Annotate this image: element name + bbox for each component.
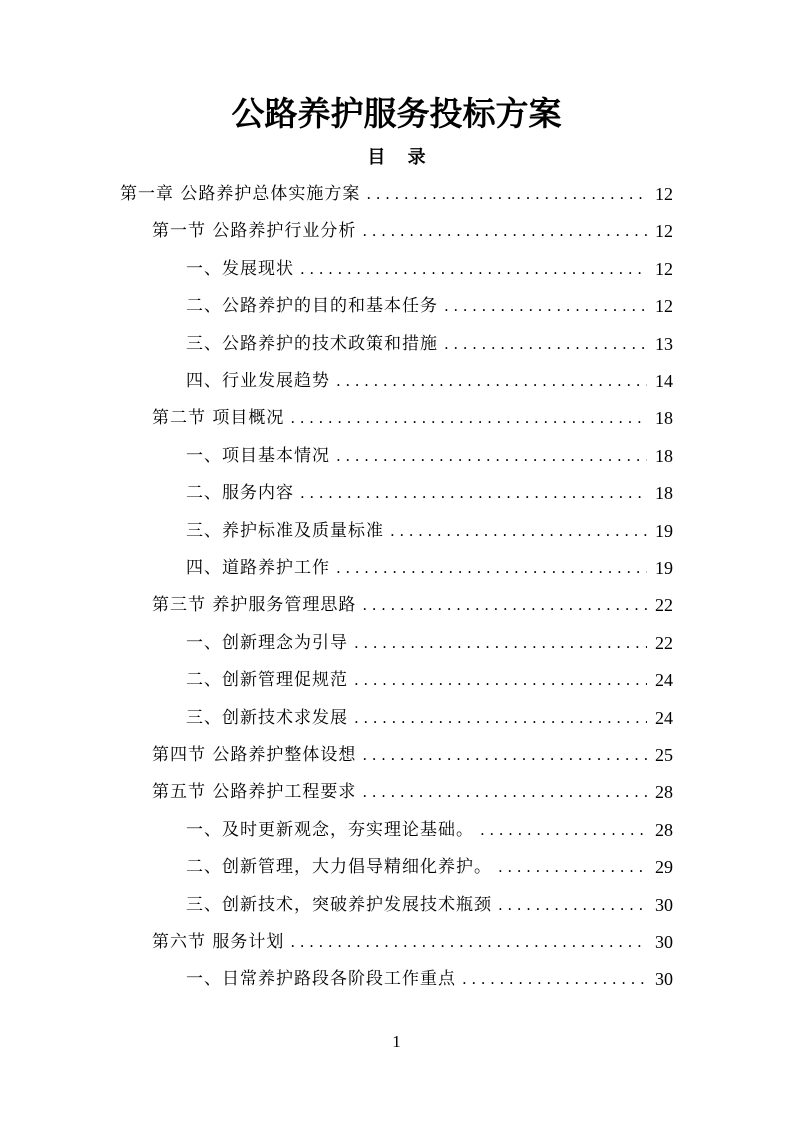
toc-dot-leader [362,587,647,624]
toc-entry-page: 28 [655,819,673,840]
toc-dot-leader [444,288,647,325]
page-number: 1 [392,1032,401,1051]
toc-entry-page: 24 [655,707,673,728]
toc-entry[interactable] [152,400,673,437]
toc-entry-page: 30 [655,969,673,990]
toc-entry-label: 一、项目基本情况 [186,445,330,466]
toc-entry-page: 22 [655,632,673,653]
toc-entry[interactable] [120,176,673,213]
toc-dot-leader [390,513,647,550]
toc-entry-label: 第六节 服务计划 [152,932,285,952]
toc-entry-page: 19 [655,520,673,541]
toc-entry[interactable] [152,737,673,774]
toc-entry[interactable] [186,363,673,400]
toc-dot-leader [354,662,647,699]
toc-entry[interactable] [186,288,673,325]
toc-dot-leader [480,812,647,849]
toc-entry-page: 18 [655,408,673,429]
toc-entry[interactable] [186,438,673,475]
toc-entry-page: 12 [655,258,673,279]
toc-entry[interactable] [186,961,673,998]
toc-entry[interactable] [152,774,673,811]
toc-dot-leader [366,176,647,213]
toc-entry-label: 一、发展现状 [186,258,294,279]
toc-entry-label: 三、创新技术求发展 [186,707,348,728]
toc-entry-label: 二、创新管理促规范 [186,670,348,691]
toc-entry[interactable] [152,587,673,624]
toc-entry[interactable] [186,251,673,288]
toc-entry-label: 一、日常养护路段各阶段工作重点 [186,969,456,990]
toc-dot-leader [444,326,647,363]
toc-entry-page: 29 [655,857,673,878]
toc-entry-label: 三、公路养护的技术政策和措施 [186,333,438,354]
toc-entry-label: 三、创新技术，突破养护发展技术瓶颈 [186,894,492,915]
toc-entry-page: 13 [655,333,673,354]
toc-entry-page: 14 [655,371,673,391]
toc-entry-label: 二、创新管理，大力倡导精细化养护。 [186,857,492,878]
toc-entry[interactable] [186,475,673,512]
toc-dot-leader [362,774,647,811]
toc-entry[interactable] [186,887,673,924]
toc-entry[interactable] [186,326,673,363]
toc-entry-label: 四、行业发展趋势 [186,371,330,391]
toc-entry[interactable] [152,924,673,961]
toc-dot-leader [300,251,647,288]
toc-entry[interactable] [186,849,673,886]
toc-entry-page: 12 [655,184,673,204]
toc-entry-page: 12 [655,296,673,317]
toc-dot-leader [354,700,647,737]
toc-entry-page: 18 [655,483,673,504]
toc-entry-page: 18 [655,445,673,466]
toc-entry-label: 第三节 养护服务管理思路 [152,595,357,616]
toc-entry-label: 第五节 公路养护工程要求 [152,782,357,803]
toc-entry-page: 12 [655,221,673,242]
toc-dot-leader [498,849,647,886]
toc-entry-label: 二、服务内容 [186,483,294,504]
toc-dot-leader [300,475,647,512]
toc-entry-page: 22 [655,595,673,616]
toc-entry[interactable] [186,550,673,587]
toc-dot-leader [462,961,647,998]
toc-entry-label: 第一章 公路养护总体实施方案 [120,184,361,204]
toc-entry-page: 30 [655,894,673,915]
document-title: 公路养护服务投标方案 [231,94,562,133]
toc-dot-leader [336,363,647,400]
toc-dot-leader [290,924,647,961]
toc-entry[interactable] [186,700,673,737]
toc-entry[interactable] [152,213,673,250]
toc-dot-leader [336,438,647,475]
toc-entry-label: 二、公路养护的目的和基本任务 [186,296,438,317]
toc-entry-page: 24 [655,670,673,691]
toc-entry-label: 第二节 项目概况 [152,408,285,429]
toc-dot-leader [336,550,647,587]
toc-entry-label: 一、及时更新观念，夯实理论基础。 [186,819,474,840]
toc-dot-leader [354,625,647,662]
toc-entry-page: 25 [655,745,673,765]
toc-entry-page: 30 [655,932,673,952]
toc-heading: 目 录 [367,147,434,168]
toc-dot-leader [498,887,647,924]
toc-entry-label: 三、养护标准及质量标准 [186,520,384,541]
toc-entry[interactable] [186,812,673,849]
toc-entry-page: 19 [655,558,673,578]
toc-entry[interactable] [186,625,673,662]
toc-entry-label: 一、创新理念为引导 [186,632,348,653]
toc-entry-label: 四、道路养护工作 [186,558,330,578]
toc-dot-leader [362,213,647,250]
toc-dot-leader [362,737,647,774]
toc-entry[interactable] [186,513,673,550]
toc-entry[interactable] [186,662,673,699]
toc-entry-page: 28 [655,782,673,803]
toc-entry-label: 第一节 公路养护行业分析 [152,221,357,242]
toc-entry-label: 第四节 公路养护整体设想 [152,745,357,765]
toc-dot-leader [290,400,647,437]
